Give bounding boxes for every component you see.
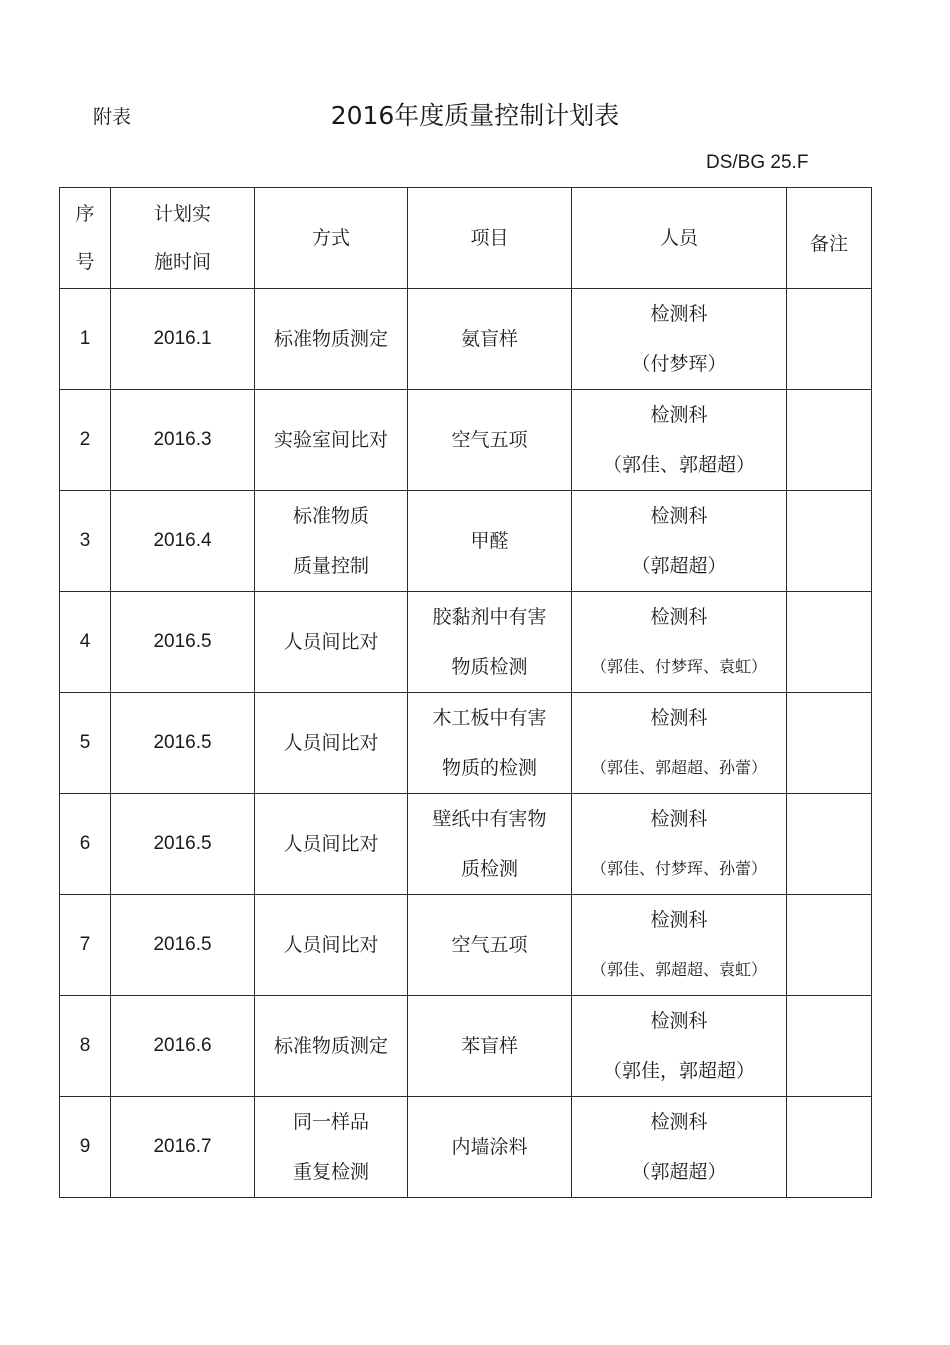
cell-personnel: [572, 996, 787, 1097]
cell-remarks: [787, 693, 872, 794]
table-body: [60, 289, 872, 1198]
header-seq-line-1: 序: [75, 203, 95, 225]
cell-method-line: 质量控制: [292, 555, 369, 577]
cell-item: [408, 693, 572, 794]
cell-seq: 6: [60, 794, 111, 895]
cell-item-line: 胶黏剂中有害: [432, 606, 547, 628]
table-row: [60, 895, 872, 996]
cell-item-line: 苯盲样: [460, 1035, 518, 1057]
cell-personnel: [572, 390, 787, 491]
header-personnel: 人员: [572, 188, 787, 289]
cell-personnel-names: （郭佳、郭超超）: [602, 454, 755, 476]
table-row: [60, 592, 872, 693]
cell-item: [408, 794, 572, 895]
cell-personnel: [572, 289, 787, 390]
header-remarks-label: 备注: [809, 233, 848, 255]
cell-personnel-names: （郭佳、付梦珲、袁虹）: [590, 657, 767, 676]
table-row: [60, 390, 872, 491]
cell-method: [255, 1097, 408, 1198]
cell-item: [408, 1097, 572, 1198]
cell-remarks: [787, 895, 872, 996]
cell-personnel-dept: 检测科: [650, 808, 708, 830]
header-method: 方式: [255, 188, 408, 289]
cell-date: 2016.5: [111, 794, 255, 895]
cell-method-line: 人员间比对: [283, 833, 379, 855]
cell-date: 2016.3: [111, 390, 255, 491]
cell-remarks: [787, 390, 872, 491]
cell-method: [255, 491, 408, 592]
table-row: [60, 693, 872, 794]
cell-personnel: [572, 592, 787, 693]
cell-method-line: 标准物质测定: [273, 1035, 388, 1057]
cell-personnel-dept: 检测科: [650, 606, 708, 628]
cell-personnel-names: （郭佳，郭超超）: [602, 1060, 755, 1082]
cell-personnel-dept: 检测科: [650, 404, 708, 426]
cell-seq: 7: [60, 895, 111, 996]
cell-personnel-names: （郭超超）: [631, 555, 727, 577]
cell-method: [255, 996, 408, 1097]
cell-method-line: 同一样品: [292, 1111, 369, 1133]
cell-method: [255, 390, 408, 491]
header-seq-line-2: 号: [75, 251, 95, 273]
cell-personnel-dept: 检测科: [650, 505, 708, 527]
appendix-label: 附表: [93, 106, 132, 128]
cell-method-line: 人员间比对: [283, 934, 379, 956]
cell-method: [255, 592, 408, 693]
cell-remarks: [787, 289, 872, 390]
table-row: [60, 1097, 872, 1198]
cell-date: 2016.5: [111, 693, 255, 794]
cell-item-line: 质检测: [460, 858, 518, 880]
cell-item-line: 空气五项: [451, 429, 528, 451]
cell-seq: 2: [60, 390, 111, 491]
cell-personnel-names: （郭佳、郭超超、孙蕾）: [590, 758, 767, 777]
table-row: [60, 491, 872, 592]
cell-item-line: 物质的检测: [441, 757, 537, 779]
header-date-line-2: 施时间: [153, 251, 211, 273]
cell-personnel: [572, 1097, 787, 1198]
cell-item: [408, 895, 572, 996]
cell-personnel-dept: 检测科: [650, 303, 708, 325]
cell-remarks: [787, 592, 872, 693]
header-remarks: [787, 188, 872, 289]
cell-item: [408, 996, 572, 1097]
cell-date: 2016.5: [111, 895, 255, 996]
header-date: [111, 188, 255, 289]
cell-method-line: 标准物质测定: [273, 328, 388, 350]
cell-method-line: 人员间比对: [283, 631, 379, 653]
header-date-line-1: 计划实: [153, 203, 211, 225]
cell-remarks: [787, 1097, 872, 1198]
cell-personnel-names: （郭佳、郭超超、袁虹）: [590, 960, 767, 979]
cell-personnel-dept: 检测科: [650, 707, 708, 729]
cell-item-line: 内墙涂料: [451, 1136, 528, 1158]
cell-date: 2016.5: [111, 592, 255, 693]
page-title: 2016年度质量控制计划表: [330, 101, 620, 130]
cell-method: [255, 895, 408, 996]
table-row: [60, 289, 872, 390]
document-code: DS/BG 25.F: [706, 152, 809, 173]
cell-item-line: 氨盲样: [460, 328, 518, 350]
cell-personnel-dept: 检测科: [650, 1010, 708, 1032]
cell-remarks: [787, 794, 872, 895]
cell-seq: 8: [60, 996, 111, 1097]
header-item: 项目: [408, 188, 572, 289]
cell-personnel-names: （付梦珲）: [631, 353, 727, 375]
header-seq: [60, 188, 111, 289]
cell-item: [408, 390, 572, 491]
cell-personnel: [572, 794, 787, 895]
cell-method-line: 标准物质: [292, 505, 369, 527]
cell-personnel: [572, 693, 787, 794]
cell-remarks: [787, 491, 872, 592]
cell-seq: 5: [60, 693, 111, 794]
cell-item: [408, 592, 572, 693]
table-row: [60, 996, 872, 1097]
cell-item-line: 壁纸中有害物: [432, 808, 547, 830]
cell-seq: 9: [60, 1097, 111, 1198]
cell-personnel-names: （郭佳、付梦珲、孙蕾）: [590, 859, 767, 878]
cell-method-line: 重复检测: [292, 1161, 369, 1183]
cell-method-line: 人员间比对: [283, 732, 379, 754]
cell-personnel-dept: 检测科: [650, 909, 708, 931]
cell-seq: 3: [60, 491, 111, 592]
cell-remarks: [787, 996, 872, 1097]
cell-item-line: 空气五项: [451, 934, 528, 956]
cell-method: [255, 289, 408, 390]
cell-method: [255, 794, 408, 895]
cell-seq: 4: [60, 592, 111, 693]
cell-personnel-names: （郭超超）: [631, 1161, 727, 1183]
cell-item-line: 木工板中有害: [432, 707, 547, 729]
cell-date: 2016.7: [111, 1097, 255, 1198]
cell-item-line: 物质检测: [451, 656, 528, 678]
cell-date: 2016.4: [111, 491, 255, 592]
cell-item: [408, 491, 572, 592]
cell-date: 2016.1: [111, 289, 255, 390]
cell-item: [408, 289, 572, 390]
cell-personnel-dept: 检测科: [650, 1111, 708, 1133]
cell-seq: 1: [60, 289, 111, 390]
cell-method: [255, 693, 408, 794]
cell-date: 2016.6: [111, 996, 255, 1097]
cell-item-line: 甲醛: [470, 530, 509, 552]
cell-personnel: [572, 491, 787, 592]
quality-control-plan-table: [59, 187, 872, 1198]
cell-method-line: 实验室间比对: [273, 429, 388, 451]
table-header-row: [60, 188, 872, 289]
cell-personnel: [572, 895, 787, 996]
table-row: [60, 794, 872, 895]
